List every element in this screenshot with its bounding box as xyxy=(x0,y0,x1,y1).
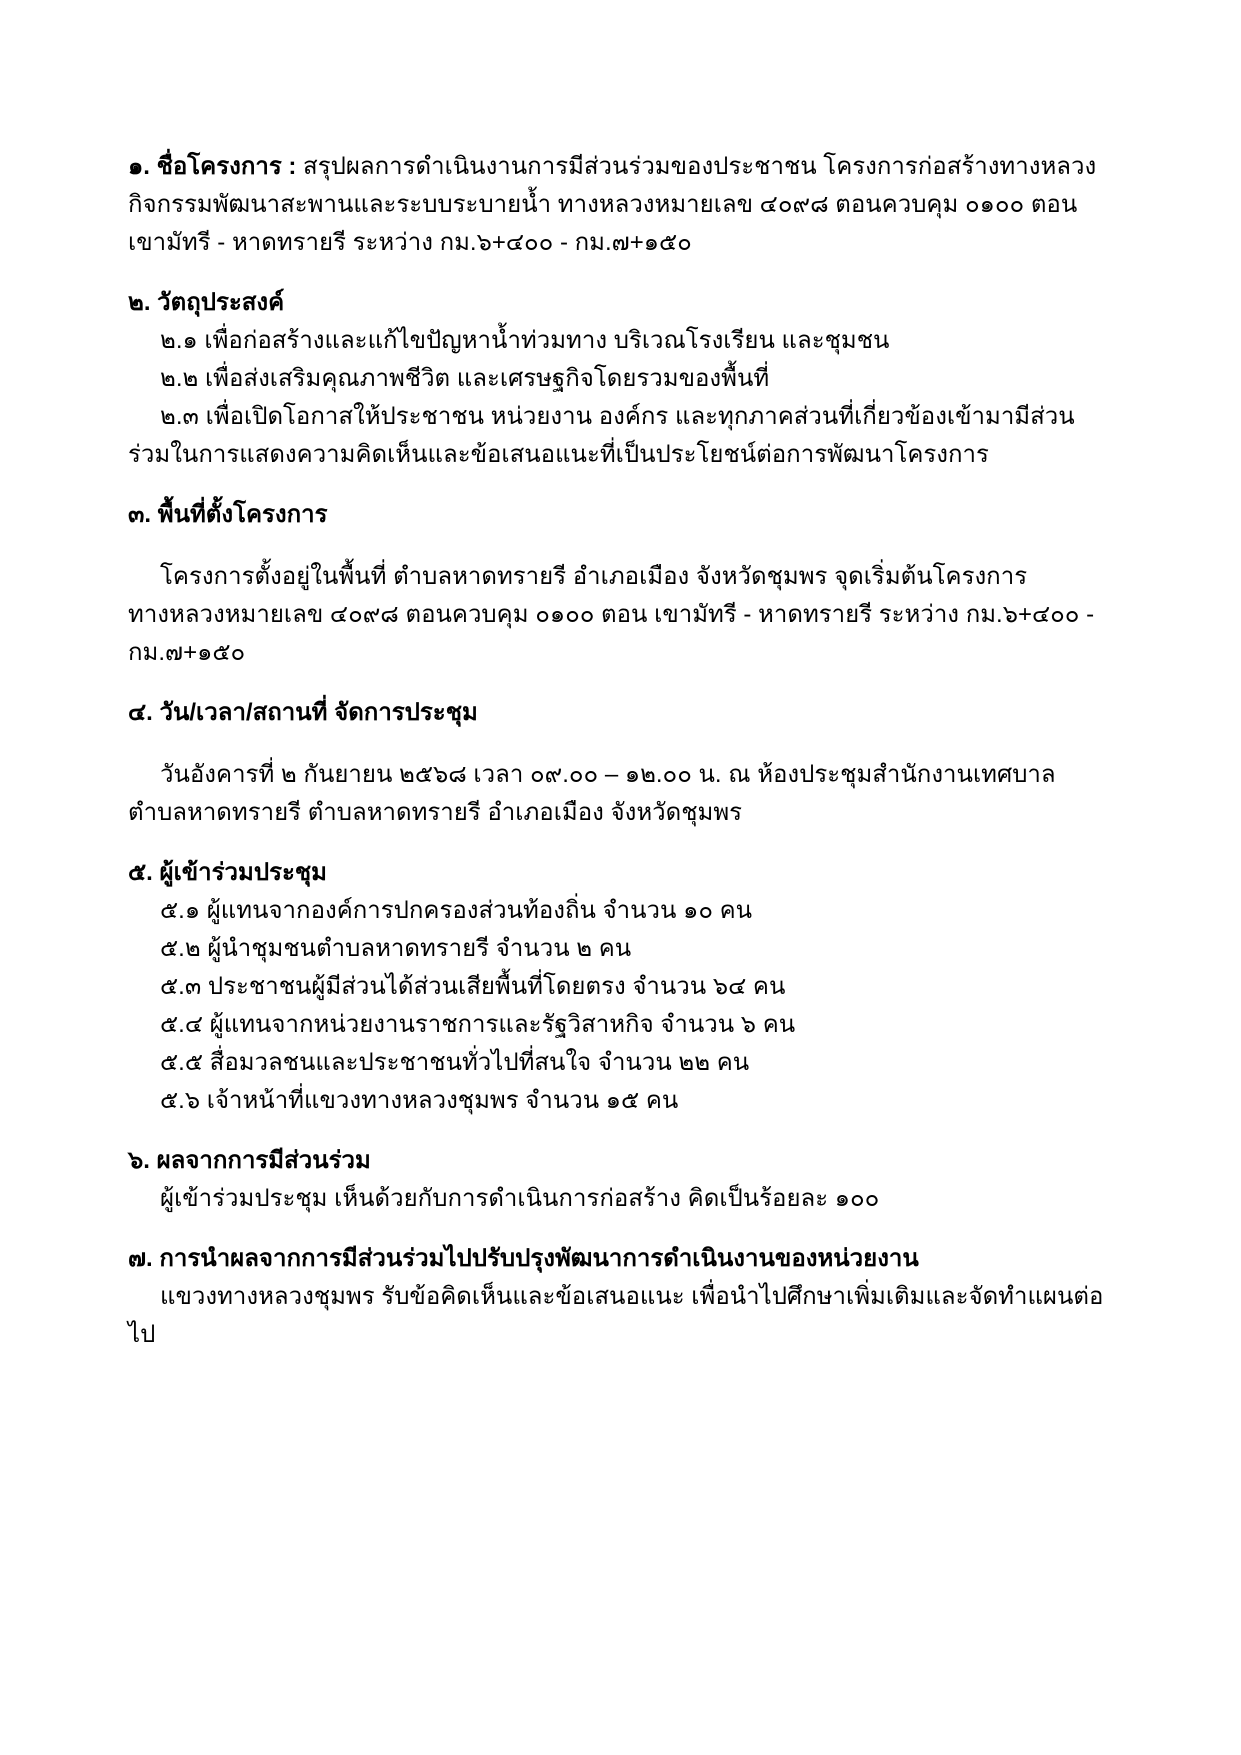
objectives-heading: ๒. วัตถุประสงค์ xyxy=(128,289,285,316)
location-heading: ๓. พื้นที่ตั้งโครงการ xyxy=(128,501,328,528)
objective-item-2: ๒.๒ เพื่อส่งเสริมคุณภาพชีวิต และเศรษฐกิจโดยรวมของพื้นที่ xyxy=(160,365,770,392)
attendee-item-3: ๕.๓ ประชาชนผู้มีส่วนได้ส่วนเสียพื้นที่โดยตรง จำนวน ๖๔ คน xyxy=(160,973,786,1000)
section-applying-results xyxy=(128,1240,1113,1354)
objective-item-3: ๒.๓ เพื่อเปิดโอกาสให้ประชาชน หน่วยงาน องค์กร และทุกภาคส่วนที่เกี่ยวข้องเข้ามามีส่วนร่วมในการแสดงความคิดเห็นและข้อเสนอแนะที่เป็นประโยชน์ต่อการพัฒนาโครงการ xyxy=(128,403,1075,468)
attendee-item-4: ๕.๔ ผู้แทนจากหน่วยงานราชการและรัฐวิสาหกิจ จำนวน ๖ คน xyxy=(160,1011,796,1038)
section-participation-results xyxy=(128,1142,1113,1218)
project-name-paragraph xyxy=(128,148,1113,262)
attendees-heading: ๕. ผู้เข้าร่วมประชุม xyxy=(128,859,327,886)
applying-results-heading: ๗. การนำผลจากการมีส่วนร่วมไปปรับปรุงพัฒนาการดำเนินงานของหน่วยงาน xyxy=(128,1245,919,1272)
section-meeting-datetime-venue xyxy=(128,694,1113,832)
section-objectives xyxy=(128,284,1113,474)
meeting-datetime-heading: ๔. วัน/เวลา/สถานที่ จัดการประชุม xyxy=(128,699,478,726)
participation-results-body: ผู้เข้าร่วมประชุม เห็นด้วยกับการดำเนินการก่อสร้าง คิดเป็นร้อยละ ๑๐๐ xyxy=(160,1185,880,1212)
attendee-item-5: ๕.๕ สื่อมวลชนและประชาชนทั่วไปที่สนใจ จำนวน ๒๒ คน xyxy=(160,1049,750,1076)
section-project-location xyxy=(128,496,1113,672)
project-name-text: สรุปผลการดำเนินงานการมีส่วนร่วมของประชาชน โครงการก่อสร้างทางหลวง กิจกรรมพัฒนาสะพานและระบบระบายน้ำ ทางหลวงหมายเลข ๔๐๙๘ ตอนควบคุม ๐๑๐๐ ตอน เขามัทรี - หาดทรายรี ระหว่าง กม.๖+๔๐๐ - กม.๗+๑๕๐ xyxy=(128,153,1097,256)
applying-results-body: แขวงทางหลวงชุมพร รับข้อคิดเห็นและข้อเสนอแนะ เพื่อนำไปศึกษาเพิ่มเติมและจัดทำแผนต่อไป xyxy=(128,1283,1104,1348)
attendee-item-6: ๕.๖ เจ้าหน้าที่แขวงทางหลวงชุมพร จำนวน ๑๕ คน xyxy=(160,1087,679,1114)
meeting-datetime-body: วันอังคารที่ ๒ กันยายน ๒๕๖๘ เวลา ๐๙.๐๐ – ๑๒.๐๐ น. ณ ห้องประชุมสำนักงานเทศบาลตำบลหาดทรายรี ตำบลหาดทรายรี อำเภอเมือง จังหวัดชุมพร xyxy=(128,761,1056,826)
section-attendees xyxy=(128,854,1113,1120)
section-project-name xyxy=(128,148,1113,262)
attendee-item-2: ๕.๒ ผู้นำชุมชนตำบลหาดทรายรี จำนวน ๒ คน xyxy=(160,935,632,962)
objective-item-1: ๒.๑ เพื่อก่อสร้างและแก้ไขปัญหาน้ำท่วมทาง บริเวณโรงเรียน และชุมชน xyxy=(160,327,890,354)
participation-results-heading: ๖. ผลจากการมีส่วนร่วม xyxy=(128,1147,371,1174)
project-name-label: ๑. ชื่อโครงการ : xyxy=(128,153,297,180)
location-body: โครงการตั้งอยู่ในพื้นที่ ตำบลหาดทรายรี อำเภอเมือง จังหวัดชุมพร จุดเริ่มต้นโครงการ ทางหลวงหมายเลข ๔๐๙๘ ตอนควบคุม ๐๑๐๐ ตอน เขามัทรี - หาดทรายรี ระหว่าง กม.๖+๔๐๐ - กม.๗+๑๕๐ xyxy=(128,563,1095,666)
report-body xyxy=(128,148,1113,1354)
attendee-item-1: ๕.๑ ผู้แทนจากองค์การปกครองส่วนท้องถิ่น จำนวน ๑๐ คน xyxy=(160,897,753,924)
